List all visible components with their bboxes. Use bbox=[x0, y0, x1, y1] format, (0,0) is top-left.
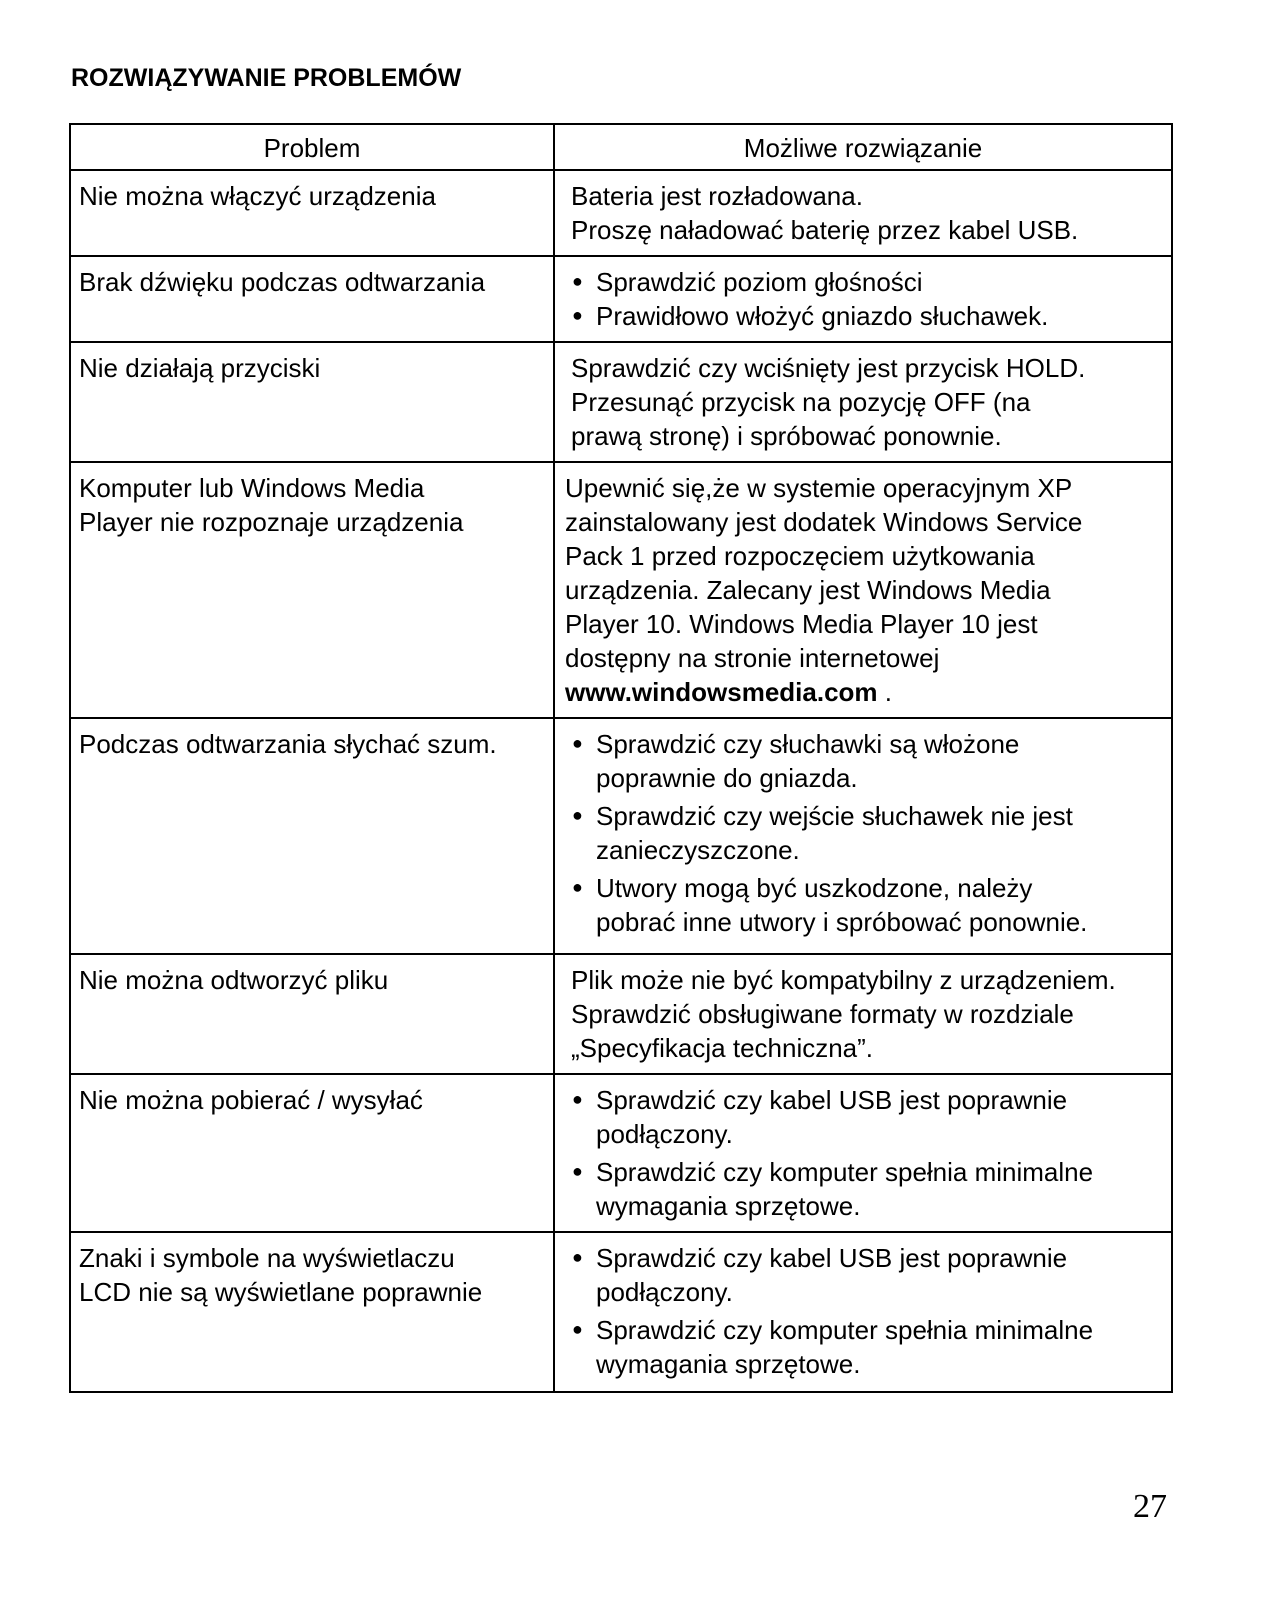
list-item: ● Sprawdzić czy słuchawki są włożone poprawnie do gniazda. bbox=[571, 727, 1161, 795]
bullet-list bbox=[571, 727, 1161, 939]
problem-cell bbox=[70, 718, 554, 954]
solution-text: Plik może nie być kompatybilny z urządzeniem. bbox=[571, 965, 1116, 995]
solution-cell bbox=[554, 170, 1172, 256]
problem-cell bbox=[70, 954, 554, 1074]
header-problem: Problem bbox=[70, 124, 554, 170]
table-row bbox=[70, 718, 1172, 954]
problem-cell bbox=[70, 1074, 554, 1232]
table-header-row bbox=[70, 124, 1172, 170]
table-row bbox=[70, 170, 1172, 256]
solution-text: Pack 1 przed rozpoczęciem użytkowania bbox=[565, 541, 1035, 571]
solution-text: zainstalowany jest dodatek Windows Service bbox=[565, 507, 1083, 537]
solution-text: „Specyfikacja techniczna”. bbox=[571, 1033, 874, 1063]
solution-cell bbox=[554, 718, 1172, 954]
problem-text: Nie można pobierać / wysyłać bbox=[79, 1085, 423, 1115]
solution-cell bbox=[554, 954, 1172, 1074]
solution-cell bbox=[554, 256, 1172, 342]
solution-text: Sprawdzić czy wciśnięty jest przycisk HOLD. bbox=[571, 353, 1086, 383]
problem-text: Nie można odtworzyć pliku bbox=[79, 965, 389, 995]
solution-text: dostępny na stronie internetowej bbox=[565, 643, 940, 673]
problem-text: Komputer lub Windows Media bbox=[79, 473, 425, 503]
solution-text: urządzenia. Zalecany jest Windows Media bbox=[565, 575, 1051, 605]
table-row bbox=[70, 1074, 1172, 1232]
problem-text: Nie można włączyć urządzenia bbox=[79, 181, 436, 211]
problem-cell bbox=[70, 462, 554, 718]
problem-cell bbox=[70, 256, 554, 342]
list-item: ● Utwory mogą być uszkodzone, należy pobrać inne utwory i spróbować ponownie. bbox=[571, 871, 1161, 939]
table-row bbox=[70, 954, 1172, 1074]
bullet-list bbox=[571, 1241, 1161, 1381]
troubleshooting-table bbox=[69, 123, 1173, 1393]
solution-text: Upewnić się,że w systemie operacyjnym XP bbox=[565, 473, 1073, 503]
list-item: ● Sprawdzić poziom głośności bbox=[571, 265, 1161, 299]
solution-cell bbox=[554, 1074, 1172, 1232]
problem-text: Nie działają przyciski bbox=[79, 353, 321, 383]
solution-cell bbox=[554, 462, 1172, 718]
solution-link-line bbox=[565, 675, 1161, 709]
list-item: ● Sprawdzić czy komputer spełnia minimalne wymagania sprzętowe. bbox=[571, 1155, 1161, 1223]
solution-text: Proszę naładować baterię przez kabel USB. bbox=[571, 215, 1079, 245]
list-item: ● Sprawdzić czy wejście słuchawek nie jest zanieczyszczone. bbox=[571, 799, 1161, 867]
table-row bbox=[70, 462, 1172, 718]
problem-text: Podczas odtwarzania słychać szum. bbox=[79, 729, 497, 759]
list-item: ● Sprawdzić czy komputer spełnia minimalne wymagania sprzętowe. bbox=[571, 1313, 1161, 1381]
problem-text: LCD nie są wyświetlane poprawnie bbox=[79, 1277, 483, 1307]
problem-cell bbox=[70, 170, 554, 256]
list-item: ● Prawidłowo włożyć gniazdo słuchawek. bbox=[571, 299, 1161, 333]
solution-text: Player 10. Windows Media Player 10 jest bbox=[565, 609, 1038, 639]
problem-text: Player nie rozpoznaje urządzenia bbox=[79, 507, 464, 537]
problem-text: Brak dźwięku podczas odtwarzania bbox=[79, 267, 486, 297]
problem-text: Znaki i symbole na wyświetlaczu bbox=[79, 1243, 455, 1273]
solution-text: Przesunąć przycisk na pozycję OFF (na bbox=[571, 387, 1031, 417]
problem-cell bbox=[70, 342, 554, 462]
problem-cell bbox=[70, 1232, 554, 1392]
website-link: www.windowsmedia.com bbox=[565, 677, 878, 707]
page-number: 27 bbox=[1133, 1488, 1167, 1525]
bullet-list bbox=[571, 265, 1161, 333]
header-solution: Możliwe rozwiązanie bbox=[554, 124, 1172, 170]
solution-cell bbox=[554, 1232, 1172, 1392]
solution-cell bbox=[554, 342, 1172, 462]
solution-text: Bateria jest rozładowana. bbox=[571, 181, 863, 211]
table-row bbox=[70, 1232, 1172, 1392]
page-title: ROZWIĄZYWANIE PROBLEMÓW bbox=[71, 64, 462, 92]
table-row bbox=[70, 342, 1172, 462]
solution-text: Sprawdzić obsługiwane formaty w rozdziale bbox=[571, 999, 1074, 1029]
list-item: ● Sprawdzić czy kabel USB jest poprawnie podłączony. bbox=[571, 1241, 1161, 1309]
table-row bbox=[70, 256, 1172, 342]
list-item: ● Sprawdzić czy kabel USB jest poprawnie podłączony. bbox=[571, 1083, 1161, 1151]
bullet-list bbox=[571, 1083, 1161, 1223]
link-suffix: . bbox=[877, 677, 892, 707]
solution-text: prawą stronę) i spróbować ponownie. bbox=[571, 421, 1002, 451]
